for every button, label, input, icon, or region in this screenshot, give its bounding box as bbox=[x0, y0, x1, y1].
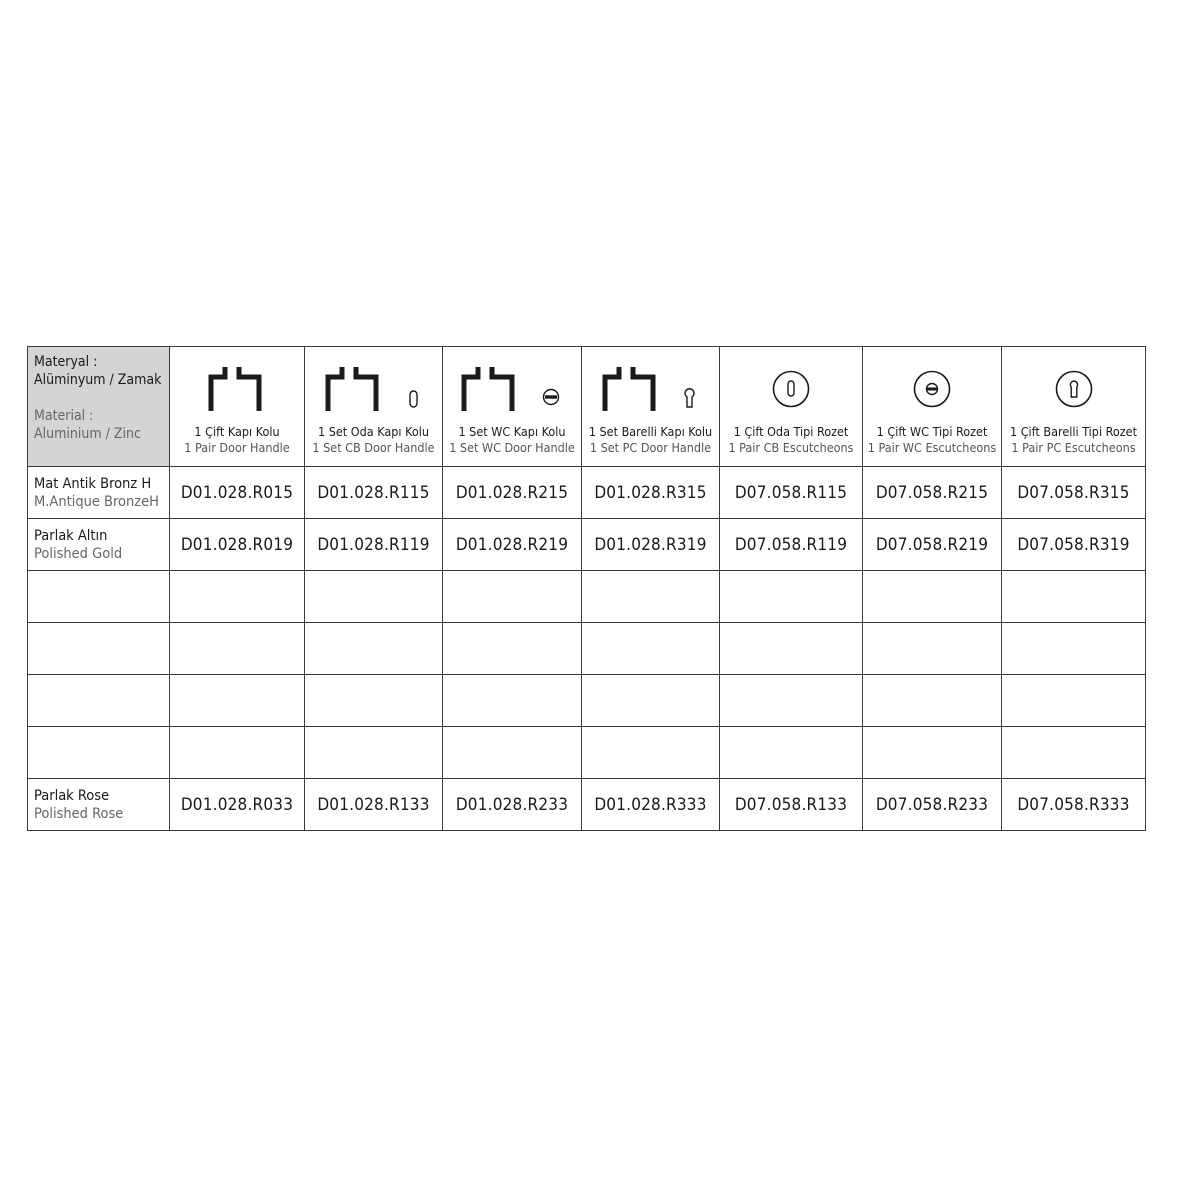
row-label-cell bbox=[28, 623, 170, 675]
column-title-tr: 1 Çift WC Tipi Rozet bbox=[876, 424, 988, 439]
product-code-cell: D01.028.R133 bbox=[305, 779, 443, 831]
product-code-cell: D01.028.R319 bbox=[582, 519, 720, 571]
product-code-cell: D07.058.R233 bbox=[863, 779, 1002, 831]
column-title-tr: 1 Çift Oda Tipi Rozet bbox=[733, 424, 849, 439]
empty-cell bbox=[582, 727, 720, 779]
empty-cell bbox=[170, 727, 305, 779]
product-code-cell: D01.028.R115 bbox=[305, 467, 443, 519]
table-row bbox=[28, 779, 1146, 831]
column-title-en: 1 Set PC Door Handle bbox=[589, 440, 712, 455]
row-label-cell bbox=[28, 779, 170, 831]
column-header-cb-door-handle bbox=[305, 347, 443, 467]
empty-cell bbox=[443, 623, 582, 675]
finish-name-tr: Parlak Altın bbox=[34, 527, 108, 544]
empty-cell bbox=[305, 571, 443, 623]
column-header-pc-escutcheon bbox=[1002, 347, 1146, 467]
material-title-en: Material : bbox=[34, 408, 94, 424]
table-row-empty bbox=[28, 623, 1146, 675]
product-code-cell: D01.028.R019 bbox=[170, 519, 305, 571]
empty-cell bbox=[863, 571, 1002, 623]
product-code-cell: D07.058.R319 bbox=[1002, 519, 1146, 571]
empty-cell bbox=[582, 571, 720, 623]
empty-cell bbox=[170, 675, 305, 727]
empty-cell bbox=[582, 675, 720, 727]
column-title-en: 1 Pair PC Escutcheons bbox=[1011, 440, 1136, 455]
finish-name-en: Polished Rose bbox=[34, 805, 124, 822]
empty-cell bbox=[443, 727, 582, 779]
door-handle-pc-icon bbox=[601, 367, 701, 411]
column-title-en: 1 Pair Door Handle bbox=[184, 440, 290, 455]
product-code-cell: D01.028.R219 bbox=[443, 519, 582, 571]
row-label-cell bbox=[28, 571, 170, 623]
product-code-cell: D01.028.R015 bbox=[170, 467, 305, 519]
column-title-tr: 1 Set WC Kapı Kolu bbox=[458, 424, 566, 439]
material-header-cell bbox=[28, 347, 170, 467]
material-value-tr: Alüminyum / Zamak bbox=[34, 372, 162, 388]
row-label-cell bbox=[28, 519, 170, 571]
empty-cell bbox=[1002, 571, 1146, 623]
row-label-cell bbox=[28, 675, 170, 727]
product-code-table-wrapper bbox=[27, 346, 1146, 831]
empty-cell bbox=[1002, 727, 1146, 779]
empty-cell bbox=[443, 675, 582, 727]
door-handle-pair-icon bbox=[207, 367, 267, 411]
table-row-empty bbox=[28, 571, 1146, 623]
empty-cell bbox=[443, 571, 582, 623]
table-row bbox=[28, 519, 1146, 571]
empty-cell bbox=[305, 675, 443, 727]
product-code-cell: D01.028.R119 bbox=[305, 519, 443, 571]
column-header-wc-door-handle bbox=[443, 347, 582, 467]
door-handle-cb-icon bbox=[324, 367, 424, 411]
table-row bbox=[28, 467, 1146, 519]
empty-cell bbox=[305, 623, 443, 675]
product-code-cell: D07.058.R333 bbox=[1002, 779, 1146, 831]
finish-name-en: M.Antique BronzeH bbox=[34, 493, 159, 510]
row-label-cell bbox=[28, 727, 170, 779]
product-code-cell: D01.028.R233 bbox=[443, 779, 582, 831]
column-title-en: 1 Set CB Door Handle bbox=[312, 440, 435, 455]
empty-cell bbox=[720, 623, 863, 675]
column-title-tr: 1 Set Oda Kapı Kolu bbox=[318, 424, 429, 439]
row-label-cell bbox=[28, 467, 170, 519]
column-title-en: 1 Pair WC Escutcheons bbox=[867, 440, 997, 455]
product-code-cell: D07.058.R215 bbox=[863, 467, 1002, 519]
empty-cell bbox=[863, 727, 1002, 779]
product-code-cell: D07.058.R115 bbox=[720, 467, 863, 519]
column-header-cb-escutcheon bbox=[720, 347, 863, 467]
empty-cell bbox=[863, 623, 1002, 675]
empty-cell bbox=[720, 675, 863, 727]
table-row-empty bbox=[28, 675, 1146, 727]
product-code-cell: D07.058.R133 bbox=[720, 779, 863, 831]
table-row-empty bbox=[28, 727, 1146, 779]
product-code-cell: D07.058.R315 bbox=[1002, 467, 1146, 519]
empty-cell bbox=[1002, 623, 1146, 675]
escutcheon-pc-icon bbox=[1054, 369, 1094, 409]
column-title-tr: 1 Çift Kapı Kolu bbox=[194, 424, 280, 439]
empty-cell bbox=[720, 727, 863, 779]
finish-name-tr: Parlak Rose bbox=[34, 787, 110, 804]
column-header-pair-door-handle bbox=[170, 347, 305, 467]
empty-cell bbox=[863, 675, 1002, 727]
product-code-table bbox=[27, 346, 1146, 831]
empty-cell bbox=[170, 623, 305, 675]
product-code-cell: D01.028.R215 bbox=[443, 467, 582, 519]
product-code-cell: D07.058.R119 bbox=[720, 519, 863, 571]
header-row bbox=[28, 347, 1146, 467]
column-header-wc-escutcheon bbox=[863, 347, 1002, 467]
product-code-cell: D07.058.R219 bbox=[863, 519, 1002, 571]
escutcheon-cb-icon bbox=[771, 369, 811, 409]
door-handle-wc-icon bbox=[460, 367, 564, 411]
finish-name-tr: Mat Antik Bronz H bbox=[34, 475, 152, 492]
column-title-en: 1 Pair CB Escutcheons bbox=[728, 440, 854, 455]
product-code-cell: D01.028.R315 bbox=[582, 467, 720, 519]
product-code-cell: D01.028.R333 bbox=[582, 779, 720, 831]
column-title-tr: 1 Set Barelli Kapı Kolu bbox=[588, 424, 713, 439]
empty-cell bbox=[582, 623, 720, 675]
empty-cell bbox=[305, 727, 443, 779]
material-title-tr: Materyal : bbox=[34, 354, 98, 370]
empty-cell bbox=[720, 571, 863, 623]
column-header-pc-door-handle bbox=[582, 347, 720, 467]
empty-cell bbox=[1002, 675, 1146, 727]
material-value-en: Aluminium / Zinc bbox=[34, 426, 141, 442]
finish-name-en: Polished Gold bbox=[34, 545, 123, 562]
column-title-en: 1 Set WC Door Handle bbox=[449, 440, 575, 455]
column-title-tr: 1 Çift Barelli Tipi Rozet bbox=[1009, 424, 1138, 439]
escutcheon-wc-icon bbox=[912, 369, 952, 409]
empty-cell bbox=[170, 571, 305, 623]
product-code-cell: D01.028.R033 bbox=[170, 779, 305, 831]
